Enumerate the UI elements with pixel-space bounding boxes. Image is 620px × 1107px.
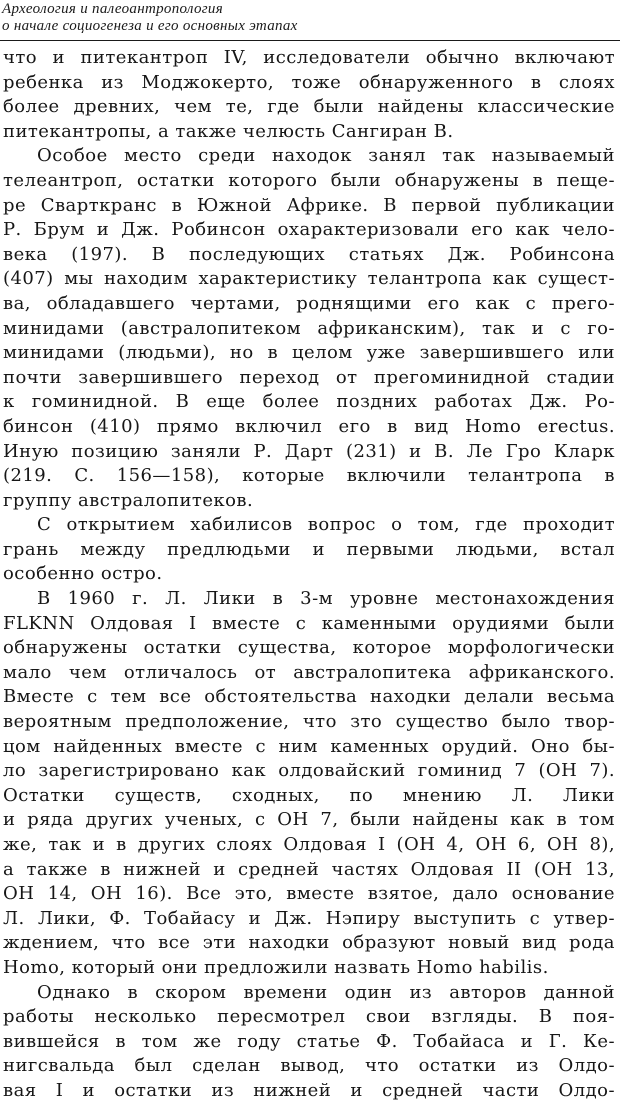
text-line: грань между предлюдьми и первыми людьми, встал [3, 538, 615, 560]
text-line: Особое место среди находок занял так называемый [37, 145, 615, 167]
text-line: почти завершившего переход от прегоминидной стадии [3, 366, 615, 388]
text-line: вероятным предположение, что зто существо было твор- [3, 711, 615, 733]
text-line: FLKNN Олдовая I вместе с каменными орудиями были [3, 612, 615, 634]
text-line: ОН 14, ОН 16). Все это, вместе взятое, дало основание [3, 883, 615, 905]
text-line: и ряда других ученых, с ОН 7, были найдены как в том [3, 809, 615, 831]
text-line: вившейся в том же году статье Ф. Тобайаса и Г. Ке- [3, 1030, 615, 1052]
text-line: что и питекантроп IV, исследователи обычно включают [3, 47, 615, 68]
text-line: века (197). В последующих статьях Дж. Робинсона [3, 243, 615, 265]
text-line: обнаружены остатки существа, которое морфологически [3, 637, 615, 659]
text-line: же, так и в других слоях Олдовая I (ОН 4, ОН 6, ОН 8), [3, 834, 615, 855]
running-head [2, 1, 618, 35]
text-line: Однако в скором времени один из авторов данной [37, 981, 615, 1003]
text-line: нигсвальда был сделан вывод, что остатки из Олдо- [3, 1055, 615, 1077]
header-rule [0, 40, 620, 41]
text-line: Остатки существ, сходных, по мнению Л. Лики [3, 784, 615, 806]
text-line: телеантроп, остатки которого были обнаружены в пеще- [3, 169, 615, 191]
text-line: Иную позицию заняли Р. Дарт (231) и В. Ле Гро Кларк [3, 440, 615, 462]
running-head-line-1: Археология и палеоантропология [2, 1, 223, 17]
text-line: вая I и остатки из нижней и средней части Олдо- [3, 1079, 615, 1101]
text-line: Homo, который они предложили назвать Homo habilis. [3, 956, 549, 978]
text-line: Р. Брум и Дж. Робинсон охарактеризовали его как чело- [3, 219, 615, 241]
text-line: группу австралопитеков. [3, 489, 254, 511]
text-line: Л. Лики, Ф. Тобайасу и Дж. Нэпиру выступить с утвер- [3, 907, 615, 929]
text-line: ребенка из Моджокерто, тоже обнаруженного в слоях [3, 71, 615, 93]
text-line: особенно остро. [3, 563, 163, 585]
text-line: ло зарегистрировано как олдовайский гоминид 7 (ОН 7). [3, 760, 615, 782]
text-line: цом найденных вместе с ним каменных орудий. Оно бы- [3, 735, 615, 757]
text-line: С открытием хабилисов вопрос о том, где проходит [37, 514, 615, 536]
text-line: работы несколько пересмотрел свои взгляды. В поя- [3, 1006, 615, 1028]
running-head-line-2: о начале социогенеза и его основных этапах [2, 18, 298, 34]
text-line: ва, обладавшего чертами, роднящими его как с прего- [3, 292, 615, 314]
text-line: В 1960 г. Л. Лики в 3-м уровне местонахождения [37, 588, 615, 610]
text-line: ре Сварткранс в Южной Африке. В первой публикации [3, 194, 615, 216]
text-line: Вместе с тем все обстоятельства находки делали весьма [3, 686, 615, 708]
text-line: а также в нижней и средней частях Олдовая II (ОН 13, [3, 858, 615, 880]
text-line: питекантропы, а также челюсть Сангиран В. [3, 120, 454, 142]
text-line: (219. С. 156—158), которые включили телантропа в [3, 465, 615, 487]
text-line: более древних, чем те, где были найдены классические [3, 96, 615, 118]
text-line: мало чем отличалось от австралопитека африканского. [3, 661, 615, 683]
text-line: (407) мы находим характеристику телантропа как сущест- [3, 268, 615, 290]
text-line: минидами (австралопитеком африканским), так и с го- [3, 317, 615, 339]
text-line: ждением, что все эти находки образуют новый вид рода [3, 932, 615, 954]
text-line: минидами (людьми), но в целом уже завершившего или [3, 342, 615, 364]
text-line: к гоминидной. В еще более поздних работах Дж. Ро- [3, 391, 615, 413]
body-text [3, 46, 615, 1104]
text-line: бинсон (410) прямо включил его в вид Homo erectus. [3, 415, 615, 437]
